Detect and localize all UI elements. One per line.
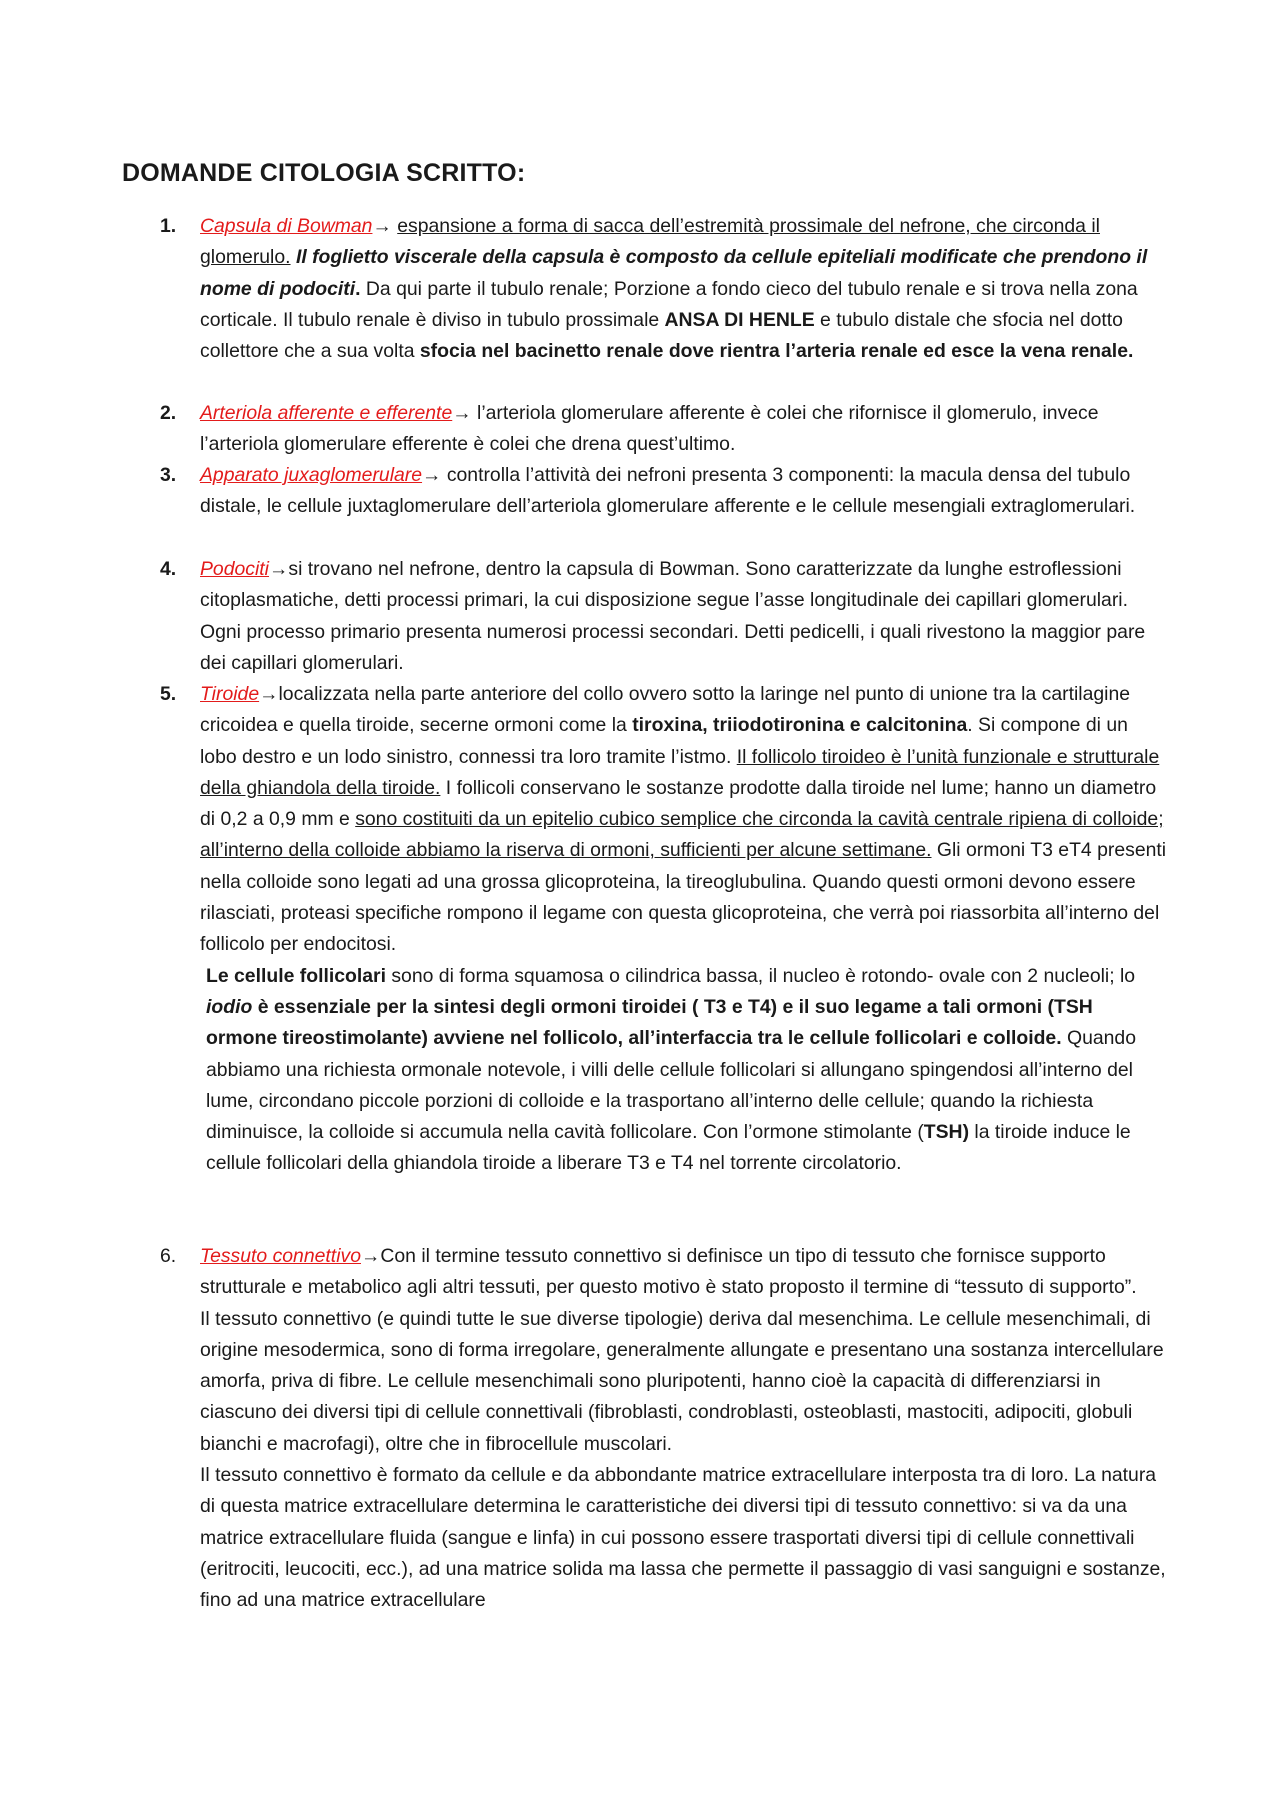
paragraph <box>200 961 1168 1180</box>
item-number: 6. <box>160 1245 177 1267</box>
item-number: 3. <box>160 464 177 486</box>
term-label: Arteriola afferente e efferente <box>200 402 453 424</box>
list-item <box>160 554 1168 679</box>
arrow-right-icon: → <box>259 683 279 705</box>
body-text: Con il termine tessuto connettivo si definisce un tipo di tessuto che fornisce supporto strutturale e metabolico agli altri tessuti, per questo motivo è stato proposto il termine di “tessuto di supporto”. <box>200 1245 1137 1299</box>
paragraph: Il tessuto connettivo (e quindi tutte le sue diverse tipologie) deriva dal mesenchima. Le cellule mesenchimali, di origine mesodermica, sono di forma irregolare, generalmente allungate e presentano una sostanza intercellulare amorfa, priva di fibre. Le cellule mesenchimali sono pluripotenti, hanno cioè la capacità di differenziarsi in ciascuno dei diversi tipi di cellule connettivali (fibroblasti, condroblasti, osteoblasti, mastociti, adipociti, globuli bianchi e macrofagi), oltre che in fibrocellule muscolari. <box>200 1307 1164 1455</box>
term-label: Podociti <box>200 558 269 580</box>
list-item <box>160 460 1168 523</box>
body-text: controlla l’attività dei nefroni presenta 3 componenti: la macula densa del tubulo distale, le cellule juxtaglomerulare dell’arteriola glomerulare afferente e le cellule mesengiali extraglomerulari. <box>200 464 1136 518</box>
term-label: Capsula di Bowman <box>200 215 373 237</box>
body-text: Quando abbiamo una richiesta ormonale notevole, i villi delle cellule follicolari si allungano spingendosi all’interno del lume, circondano piccole porzioni di colloide e la trasportano all’interno delle cellule; quando la richiesta diminuisce, la colloide si accumula nella cavità follicolare. Con l’ormone stimolante ( <box>206 1027 1136 1144</box>
bold-italic-text: iodio <box>206 995 253 1018</box>
item-number: 5. <box>160 683 177 705</box>
term-label: Apparato juxaglomerulare <box>200 464 423 486</box>
bold-text: è essenziale per la sintesi degli ormoni tiroidei ( T3 e T4) e il suo legame a tali ormoni (TSH ormone tireostimolante) avviene nel follicolo, all’interfaccia tra le cellule follicolari e colloide. <box>206 995 1093 1050</box>
arrow-right-icon: → <box>452 402 472 424</box>
list-item: 1. Capsula di Bowman→ espansione a forma di sacca dell’estremità prossimale del nefrone, che circonda il glomerulo. Il foglietto viscerale della capsula è composto da cellule epiteliali modificate che prendono il nome di podociti. Da qui parte il tubulo renale; Porzione a fondo cieco del tubulo renale e si trova nella zona corticale. Il tubulo renale è diviso in tubulo prossimale ANSA DI HENLE e tubulo distale che sfocia nel dotto collettore che a sua volta sfocia nel bacinetto renale dove rientra l’arteria renale ed esce la vena renale. <box>200 211 1168 367</box>
body-text: localizzata nella parte anteriore del collo ovvero sotto la laringe nel punto di unione tra la cartilagine cricoidea e quella tiroide, secerne ormoni come la <box>200 683 1131 737</box>
bold-italic-text: Il foglietto viscerale della capsula è composto da cellule epiteliali modificate che prendono il nome di podociti <box>200 246 1148 300</box>
term-label: Tiroide <box>200 683 260 705</box>
arrow-right-icon: → <box>360 1245 381 1267</box>
body-text: I follicoli conservano le sostanze prodotte dalla tiroide nel lume; hanno un diametro di 0,2 a 0,9 mm e <box>200 776 1157 831</box>
body-text: si trovano nel nefrone, dentro la capsula di Bowman. Sono caratterizzate da lunghe estroflessioni citoplasmatiche, detti processi primari, la cui disposizione segue l’asse longitudinale dei capillari glomerulari. Ogni processo primario presenta numerosi processi secondari. Detti pedicelli, i quali rivestono la maggior pare dei capillari glomerulari. <box>200 558 1146 674</box>
underlined-text: Il follicolo tiroideo è l’unità funzionale e strutturale della ghiandola della tiroide. <box>200 745 1160 799</box>
list-item <box>160 1241 1168 1617</box>
item-number: 4. <box>160 558 177 580</box>
body-text: l’arteriola glomerulare afferente è colei che rifornisce il glomerulo, invece l’arteriola glomerulare efferente è colei che drena quest’ultimo. <box>200 402 1099 456</box>
bold-text: Le cellule follicolari <box>206 964 386 987</box>
body-text: Gli ormoni T3 eT4 presenti nella colloide sono legati ad una grossa glicoproteina, la tireoglubulina. Quando questi ormoni devono essere rilasciati, proteasi specifiche rompono il legame con questa glicoproteina, che verrà poi riassorbita all’interno del follicolo per endocitosi. <box>200 839 1167 956</box>
bold-text: sfocia nel bacinetto renale dove rientra l’arteria renale ed esce la vena renale. <box>419 340 1134 363</box>
underlined-text: sono costituiti da un epitelio cubico semplice che circonda la cavità centrale ripiena di colloide; all’interno della colloide abbiamo la riserva di ormoni, sufficienti per alcune settimane. <box>200 808 1164 862</box>
item-number: 1. <box>160 215 177 237</box>
body-text: la tiroide induce le cellule follicolari della ghiandola tiroide a liberare T3 e T4 nel torrente circolatorio. <box>206 1121 1131 1175</box>
arrow-right-icon: → <box>422 464 442 486</box>
paragraph: Il tessuto connettivo è formato da cellule e da abbondante matrice extracellulare interposta tra di loro. La natura di questa matrice extracellulare determina le caratteristiche dei diversi tipi di tessuto connettivo: si va da una matrice extracellulare fluida (sangue e linfa) in cui possono essere trasportati diversi tipi di cellule connettivali (eritrociti, leucociti, ecc.), ad una matrice solida ma lassa che permette il passaggio di vasi sanguigni e sostanze, fino ad una matrice extracellulare <box>200 1464 1166 1612</box>
body-text: e tubulo distale che sfocia nel dotto collettore che a sua volta <box>200 308 1123 363</box>
list-item <box>160 679 1168 1180</box>
list-item <box>160 398 1168 461</box>
arrow-right-icon: → <box>269 558 289 580</box>
body-text: Da qui parte il tubulo renale; Porzione a fondo cieco del tubulo renale e si trova nella zona corticale. Il tubulo renale è diviso in tubulo prossimale <box>200 277 1138 331</box>
item-number: 2. <box>160 402 177 424</box>
bold-text: ANSA DI HENLE <box>664 308 815 331</box>
body-text: . Si compone di un lobo destro e un lodo sinistro, connessi tra loro tramite l’istmo. <box>200 714 1128 768</box>
page-title: DOMANDE CITOLOGIA SCRITTO: <box>122 159 526 187</box>
term-label: Tessuto connettivo <box>200 1245 361 1267</box>
bold-text: tiroxina, triiodotironina e calcitonina <box>632 714 968 737</box>
arrow-right-icon: → <box>372 215 392 237</box>
body-text: sono di forma squamosa o cilindrica bassa, il nucleo è rotondo- ovale con 2 nucleoli; lo <box>385 964 1136 987</box>
underlined-text: espansione a forma di sacca dell’estremità prossimale del nefrone, che circonda il glomerulo. <box>200 215 1100 269</box>
bold-text: TSH) <box>923 1121 970 1144</box>
